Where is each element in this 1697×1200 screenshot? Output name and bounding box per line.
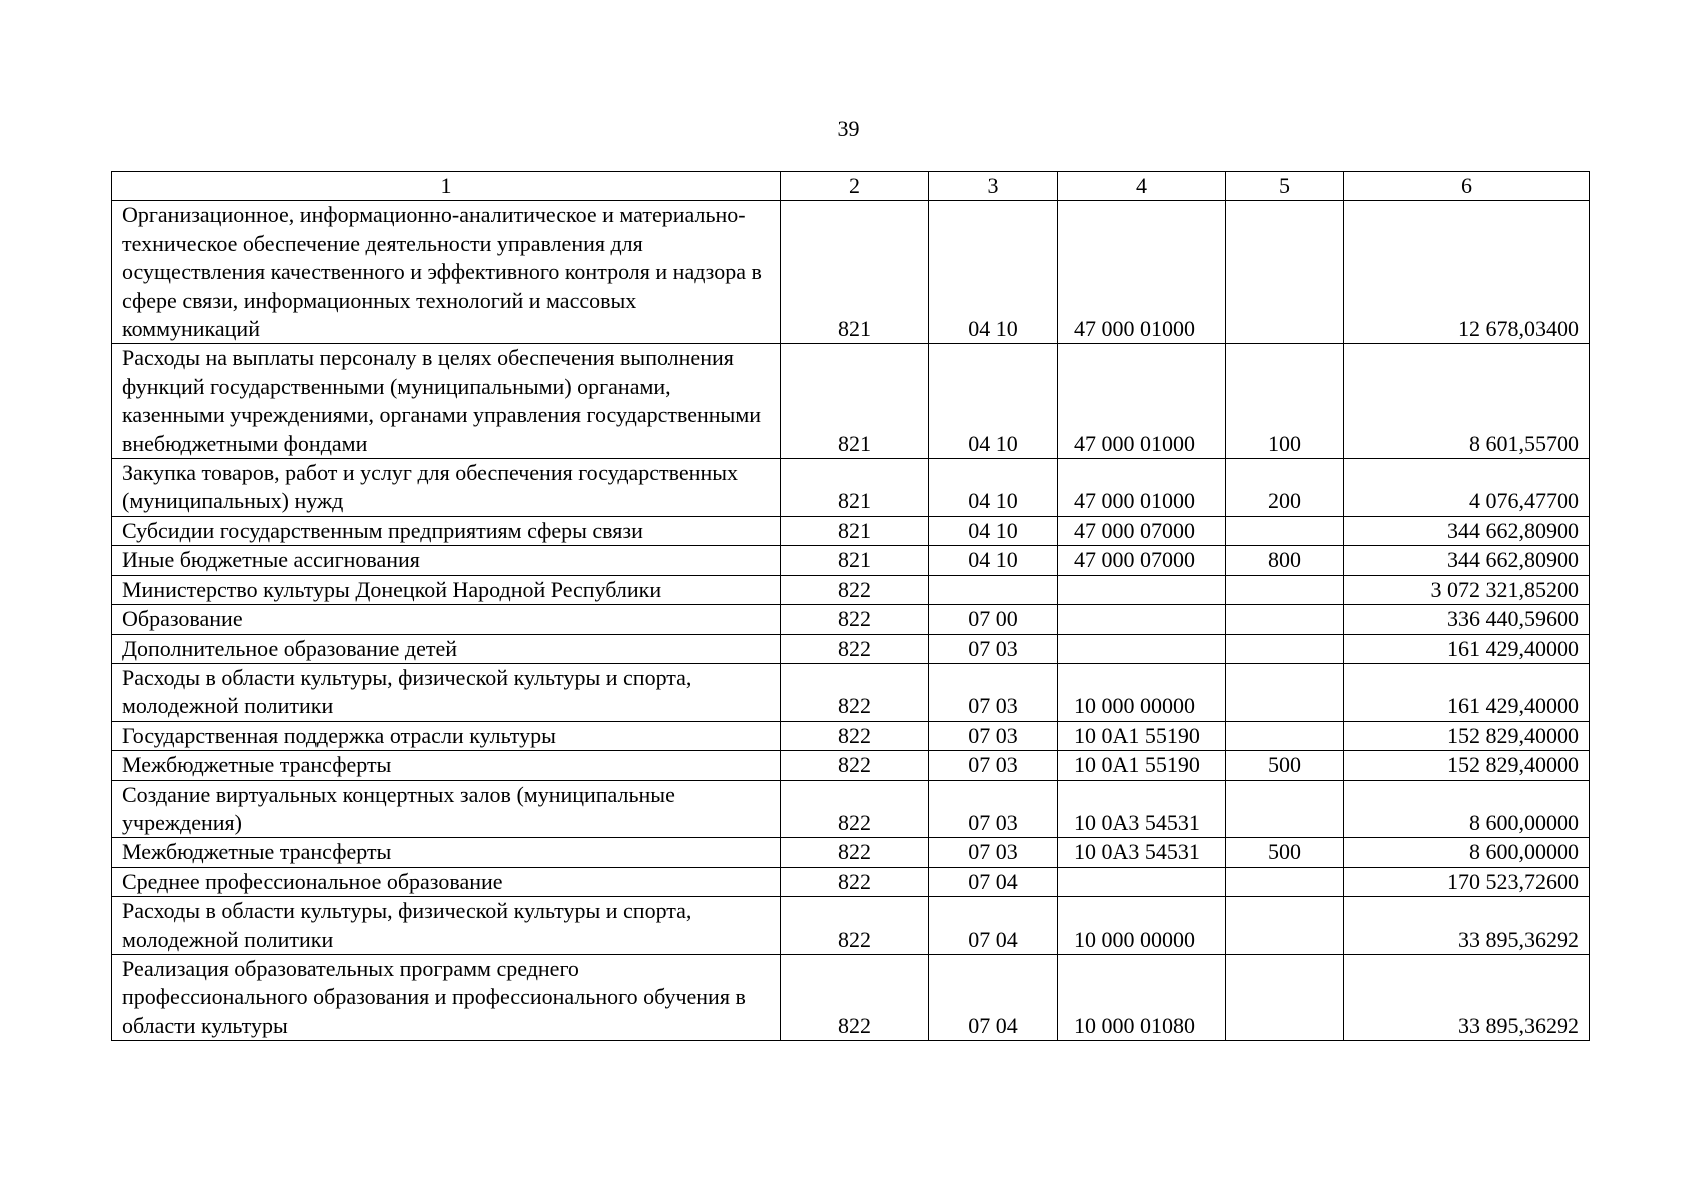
section-code-cell: 07 03	[929, 634, 1058, 663]
expense-type-cell	[1226, 780, 1344, 838]
row-name-cell: Министерство культуры Донецкой Народной Республики	[112, 575, 781, 604]
page-number: 39	[837, 116, 860, 141]
column-header: 1	[112, 172, 781, 201]
target-article-cell: 10 0А3 54531	[1058, 838, 1226, 867]
table-row	[112, 575, 1590, 604]
target-article-cell: 47 000 01000	[1058, 201, 1226, 344]
target-article-cell	[1058, 575, 1226, 604]
ministry-code-cell: 822	[781, 838, 929, 867]
expense-type-cell	[1226, 663, 1344, 721]
ministry-code-cell: 822	[781, 867, 929, 896]
amount-cell: 161 429,40000	[1344, 634, 1590, 663]
ministry-code-cell: 821	[781, 459, 929, 517]
target-article-cell: 47 000 07000	[1058, 546, 1226, 575]
ministry-code-cell: 822	[781, 751, 929, 780]
section-code-cell: 07 03	[929, 663, 1058, 721]
expense-type-cell	[1226, 954, 1344, 1040]
amount-cell: 12 678,03400	[1344, 201, 1590, 344]
row-name-cell: Организационное, информационно-аналитическое и материально-техническое обеспечение деятельности управления для осуществления качественного и эффективного контроля и надзора в сфере связи, информационных технологий и массовых коммуникаций	[112, 201, 781, 344]
amount-cell: 161 429,40000	[1344, 663, 1590, 721]
table-row	[112, 201, 1590, 344]
amount-cell: 8 601,55700	[1344, 344, 1590, 459]
section-code-cell: 04 10	[929, 546, 1058, 575]
expense-type-cell	[1226, 721, 1344, 750]
amount-cell: 8 600,00000	[1344, 780, 1590, 838]
row-name-cell: Расходы в области культуры, физической культуры и спорта, молодежной политики	[112, 897, 781, 955]
amount-cell: 170 523,72600	[1344, 867, 1590, 896]
table-body	[112, 172, 1590, 1041]
row-name-cell: Образование	[112, 605, 781, 634]
column-header: 3	[929, 172, 1058, 201]
table-row	[112, 516, 1590, 545]
row-name-cell: Межбюджетные трансферты	[112, 751, 781, 780]
section-code-cell: 07 04	[929, 954, 1058, 1040]
amount-cell: 4 076,47700	[1344, 459, 1590, 517]
section-code-cell: 07 03	[929, 838, 1058, 867]
ministry-code-cell: 822	[781, 663, 929, 721]
amount-cell: 152 829,40000	[1344, 751, 1590, 780]
amount-cell: 8 600,00000	[1344, 838, 1590, 867]
table-row	[112, 780, 1590, 838]
section-code-cell: 04 10	[929, 459, 1058, 517]
ministry-code-cell: 822	[781, 954, 929, 1040]
expense-type-cell	[1226, 516, 1344, 545]
ministry-code-cell: 821	[781, 344, 929, 459]
table-row	[112, 663, 1590, 721]
expense-type-cell	[1226, 201, 1344, 344]
section-code-cell: 07 00	[929, 605, 1058, 634]
amount-cell: 344 662,80900	[1344, 516, 1590, 545]
section-code-cell: 04 10	[929, 344, 1058, 459]
table-row	[112, 954, 1590, 1040]
target-article-cell: 47 000 01000	[1058, 459, 1226, 517]
amount-cell: 33 895,36292	[1344, 954, 1590, 1040]
table-row	[112, 546, 1590, 575]
ministry-code-cell: 822	[781, 721, 929, 750]
row-name-cell: Создание виртуальных концертных залов (муниципальные учреждения)	[112, 780, 781, 838]
ministry-code-cell: 822	[781, 634, 929, 663]
table-row	[112, 867, 1590, 896]
amount-cell: 152 829,40000	[1344, 721, 1590, 750]
section-code-cell: 04 10	[929, 201, 1058, 344]
table-header-row	[112, 172, 1590, 201]
expense-type-cell	[1226, 867, 1344, 896]
row-name-cell: Субсидии государственным предприятиям сферы связи	[112, 516, 781, 545]
row-name-cell: Расходы в области культуры, физической культуры и спорта, молодежной политики	[112, 663, 781, 721]
table-row	[112, 897, 1590, 955]
ministry-code-cell: 821	[781, 201, 929, 344]
expense-type-cell: 200	[1226, 459, 1344, 517]
target-article-cell: 10 0А1 55190	[1058, 751, 1226, 780]
target-article-cell	[1058, 605, 1226, 634]
table-row	[112, 459, 1590, 517]
target-article-cell: 10 000 01080	[1058, 954, 1226, 1040]
section-code-cell	[929, 575, 1058, 604]
row-name-cell: Среднее профессиональное образование	[112, 867, 781, 896]
section-code-cell: 07 03	[929, 780, 1058, 838]
expense-type-cell: 100	[1226, 344, 1344, 459]
section-code-cell: 07 04	[929, 867, 1058, 896]
expense-type-cell: 800	[1226, 546, 1344, 575]
expense-type-cell	[1226, 575, 1344, 604]
ministry-code-cell: 822	[781, 897, 929, 955]
row-name-cell: Закупка товаров, работ и услуг для обеспечения государственных (муниципальных) нужд	[112, 459, 781, 517]
section-code-cell: 07 04	[929, 897, 1058, 955]
ministry-code-cell: 822	[781, 780, 929, 838]
column-header: 2	[781, 172, 929, 201]
table-row	[112, 838, 1590, 867]
ministry-code-cell: 821	[781, 516, 929, 545]
target-article-cell	[1058, 867, 1226, 896]
amount-cell: 33 895,36292	[1344, 897, 1590, 955]
table-row	[112, 634, 1590, 663]
row-name-cell: Иные бюджетные ассигнования	[112, 546, 781, 575]
expense-type-cell: 500	[1226, 751, 1344, 780]
amount-cell: 336 440,59600	[1344, 605, 1590, 634]
section-code-cell: 07 03	[929, 721, 1058, 750]
row-name-cell: Дополнительное образование детей	[112, 634, 781, 663]
column-header: 6	[1344, 172, 1590, 201]
ministry-code-cell: 821	[781, 546, 929, 575]
amount-cell: 344 662,80900	[1344, 546, 1590, 575]
target-article-cell	[1058, 634, 1226, 663]
table-row	[112, 751, 1590, 780]
budget-table	[111, 171, 1590, 1041]
expense-type-cell	[1226, 634, 1344, 663]
expense-type-cell	[1226, 605, 1344, 634]
section-code-cell: 07 03	[929, 751, 1058, 780]
table-row	[112, 344, 1590, 459]
column-header: 5	[1226, 172, 1344, 201]
target-article-cell: 47 000 01000	[1058, 344, 1226, 459]
column-header: 4	[1058, 172, 1226, 201]
expense-type-cell: 500	[1226, 838, 1344, 867]
amount-cell: 3 072 321,85200	[1344, 575, 1590, 604]
row-name-cell: Реализация образовательных программ среднего профессионального образования и профессионального обучения в области культуры	[112, 954, 781, 1040]
ministry-code-cell: 822	[781, 575, 929, 604]
section-code-cell: 04 10	[929, 516, 1058, 545]
target-article-cell: 10 0А3 54531	[1058, 780, 1226, 838]
target-article-cell: 10 000 00000	[1058, 663, 1226, 721]
expense-type-cell	[1226, 897, 1344, 955]
row-name-cell: Расходы на выплаты персоналу в целях обеспечения выполнения функций государственными (муниципальными) органами, казенными учреждениями, органами управления государственными внебюджетными фондами	[112, 344, 781, 459]
target-article-cell: 10 000 00000	[1058, 897, 1226, 955]
table-row	[112, 605, 1590, 634]
row-name-cell: Межбюджетные трансферты	[112, 838, 781, 867]
ministry-code-cell: 822	[781, 605, 929, 634]
row-name-cell: Государственная поддержка отрасли культуры	[112, 721, 781, 750]
table-row	[112, 721, 1590, 750]
target-article-cell: 47 000 07000	[1058, 516, 1226, 545]
target-article-cell: 10 0А1 55190	[1058, 721, 1226, 750]
